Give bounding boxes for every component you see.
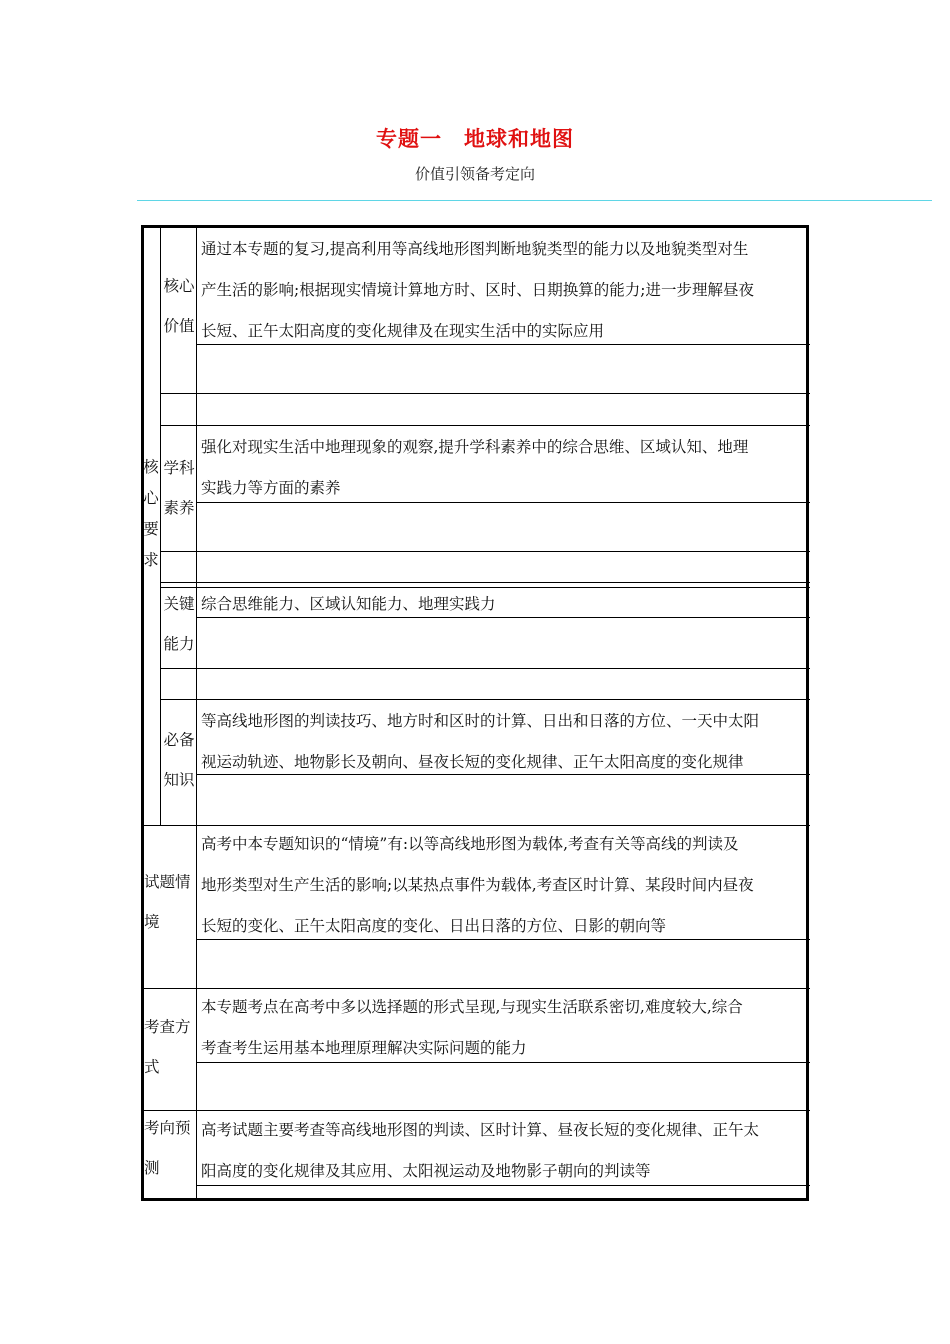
group-label-char: 求 — [143, 551, 159, 569]
group-label-char: 心 — [143, 489, 159, 507]
exam-requirements-table — [141, 225, 809, 1201]
col-divider-label — [196, 228, 197, 1199]
row-line — [161, 551, 810, 552]
core-value-text — [201, 229, 754, 352]
label-line: 学科 — [163, 459, 195, 477]
label-core-value — [161, 266, 197, 346]
text-line: 考查考生运用基本地理原理解决实际问题的能力 — [201, 1039, 527, 1057]
page-title: 专题一 地球和地图 — [376, 127, 574, 151]
label-line: 式 — [144, 1058, 160, 1076]
label-line: 素养 — [163, 499, 195, 517]
label-exam-method — [144, 1007, 196, 1087]
row-line — [161, 425, 810, 426]
key-ability-text — [201, 584, 496, 625]
label-line: 考向预 — [144, 1119, 191, 1137]
label-line: 关键 — [163, 595, 195, 613]
group-label-char: 核 — [143, 458, 159, 476]
row-line — [161, 699, 810, 700]
text-line: 阳高度的变化规律及其应用、太阳视运动及地物影子朝向的判读等 — [201, 1162, 651, 1180]
text-line: 强化对现实生活中地理现象的观察,提升学科素养中的综合思维、区域认知、地理 — [201, 438, 749, 456]
label-key-ability — [161, 584, 197, 664]
situation-text — [201, 824, 754, 947]
text-line: 长短的变化、正午太阳高度的变化、日出日落的方位、日影的朝向等 — [201, 917, 667, 935]
label-trend-forecast — [144, 1108, 196, 1188]
label-line: 知识 — [163, 771, 195, 789]
text-line: 高考试题主要考查等高线地形图的判读、区时计算、昼夜长短的变化规律、正午太 — [201, 1121, 760, 1139]
label-line: 境 — [144, 913, 160, 931]
text-line: 通过本专题的复习,提高利用等高线地形图判断地貌类型的能力以及地貌类型对生 — [201, 240, 749, 258]
page-subtitle: 价值引领备考定向 — [414, 165, 535, 183]
group-label-char: 要 — [143, 520, 159, 538]
text-line: 等高线地形图的判读技巧、地方时和区时的计算、日出和日落的方位、一天中太阳 — [201, 712, 760, 730]
text-line: 视运动轨迹、地物影长及朝向、昼夜长短的变化规律、正午太阳高度的变化规律 — [201, 753, 744, 771]
label-essential-knowledge — [161, 720, 197, 800]
text-line: 本专题考点在高考中多以选择题的形式呈现,与现实生活联系密切,难度较大,综合 — [201, 998, 743, 1016]
forecast-text — [201, 1110, 759, 1192]
group-label-core-requirements — [141, 452, 161, 576]
knowledge-text — [201, 701, 759, 783]
text-line: 产生活的影响;根据现实情境计算地方时、区时、日期换算的能力;进一步理解昼夜 — [201, 281, 754, 299]
label-question-situation — [144, 862, 196, 942]
text-line: 实践力等方面的素养 — [201, 479, 341, 497]
label-line: 核心 — [163, 277, 195, 295]
text-line: 长短、正午太阳高度的变化规律及在现实生活中的实际应用 — [201, 322, 605, 340]
label-line: 试题情 — [144, 873, 191, 891]
label-line: 价值 — [163, 317, 195, 335]
header-divider — [137, 200, 932, 201]
method-text — [201, 987, 743, 1069]
label-line: 测 — [144, 1159, 160, 1177]
label-discipline-literacy — [161, 448, 197, 528]
text-line: 综合思维能力、区域认知能力、地理实践力 — [201, 595, 496, 613]
text-line: 地形类型对生产生活的影响;以某热点事件为载体,考查区时计算、某段时间内昼夜 — [201, 876, 754, 894]
discipline-text — [201, 427, 748, 509]
row-line — [161, 668, 810, 669]
label-line: 必备 — [163, 731, 195, 749]
label-line: 考查方 — [144, 1018, 191, 1036]
row-line — [161, 393, 810, 394]
label-line: 能力 — [163, 635, 195, 653]
row-line — [161, 582, 810, 583]
text-line: 高考中本专题知识的“情境”有:以等高线地形图为载体,考查有关等高线的判读及 — [201, 835, 739, 853]
